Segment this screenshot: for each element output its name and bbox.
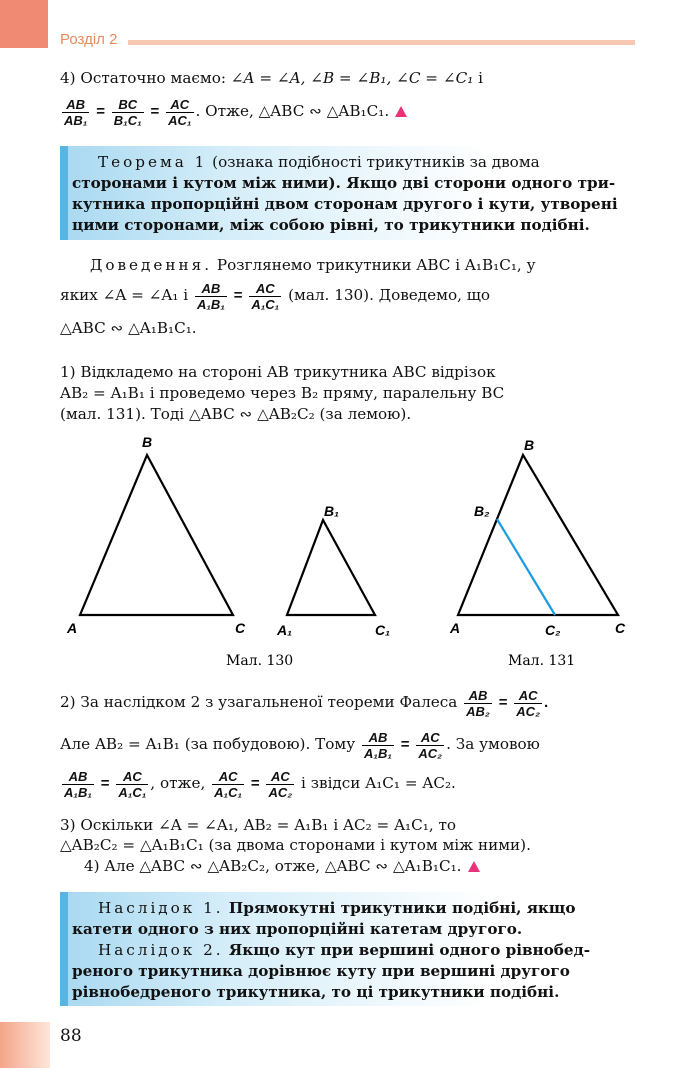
theorem-line3: кутника пропорційні двом сторонам другого і кути, утворені <box>72 195 618 213</box>
header-rule <box>128 40 635 45</box>
label-a1: A₁ <box>277 622 293 638</box>
triangle-a1b1c1 <box>287 520 375 615</box>
fraction: $\frac{AC}{\text{A₁C₁}}$ <box>118 768 147 800</box>
fraction: $\frac{AC}{\text{AC₂}}$ <box>268 768 293 800</box>
triangle-abc <box>80 455 233 615</box>
figures-canvas <box>0 430 700 675</box>
step2-line2: Але AB₂ = A₁B₁ (за побудовою). Тому $\frac{AB}{\text{A₁B₁}}$ = $\frac{AC}{\text{AC₂}}$ . За умовою <box>60 729 540 761</box>
triangle-abc-131 <box>458 455 618 615</box>
fraction: $\frac{AC}{\text{AC₂}}$ <box>418 729 443 761</box>
label-c: C <box>235 620 246 636</box>
label-c-131: C <box>615 620 626 636</box>
theorem-line1: Теорема 1 (ознака подібності трикутників за двома <box>98 153 540 171</box>
footer-color-block <box>0 1022 50 1068</box>
end-of-proof-triangle-icon <box>468 861 480 872</box>
label-a: A <box>67 620 78 636</box>
step4b-line: 4) Але △ABC ∾ △AB₂C₂, отже, △ABC ∾ △A₁B₁C₁. <box>60 856 635 876</box>
label-b2: B₂ <box>474 503 490 519</box>
proof-label: Доведення. <box>90 256 213 274</box>
fraction: $\frac{BC}{\text{B₁C₁}}$ <box>113 96 142 128</box>
corollary1-label: Наслідок 1. <box>98 899 224 917</box>
proof-line1: Доведення. Розглянемо трикутники ABC і A₁B₁C₁, у <box>90 256 536 274</box>
step1-line3: (мал. 131). Тоді △ABC ∾ △AB₂C₂ (за лемою). <box>60 405 412 423</box>
theorem-label: Теорема 1 <box>98 153 208 171</box>
corollary2-line3: рівнобедреного трикутника, то ці трикутники подібні. <box>72 983 560 1001</box>
end-of-proof-triangle-icon <box>395 106 407 117</box>
caption-fig131: Мал. 131 <box>508 653 576 669</box>
parallel-segment-b2c2 <box>497 519 555 615</box>
corollary2-line1: Наслідок 2. Якщо кут при вершині одного рівнобед- <box>98 941 591 959</box>
step1-line1: 1) Відкладемо на стороні AB трикутника ABC відрізок <box>60 363 496 381</box>
header-color-block <box>0 0 48 48</box>
fraction: $\frac{AB}{\text{A₁B₁}}$ <box>363 729 392 761</box>
step4-line2: $\frac{AB}{\text{AB₁}}$ = $\frac{BC}{\text{B₁C₁}}$ = $\frac{AC}{\text{AC₁}}$ . Отже, △ABC ∾ △AB₁C₁. <box>60 94 635 129</box>
step2-line1: 2) За наслідком 2 з узагальненої теореми Фалеса $\frac{AB}{\text{AB₂}}$ = $\frac{AC}{\text{AC₂}}$ . <box>60 687 549 719</box>
page-number: 88 <box>60 1026 82 1046</box>
proof-line3: △ABC ∾ △A₁B₁C₁. <box>60 319 197 337</box>
step3-line1: 3) Оскільки ∠A = ∠A₁, AB₂ = A₁B₁ і AC₂ = A₁C₁, то <box>60 816 457 834</box>
fraction: $\frac{AC}{\text{A₁C₁}}$ <box>214 768 243 800</box>
theorem-line2: сторонами і кутом між ними). Якщо дві сторони одного три- <box>72 174 616 192</box>
label-c1: C₁ <box>375 622 391 638</box>
label-a-131: A <box>450 620 461 636</box>
fraction: $\frac{AB}{\text{A₁B₁}}$ <box>196 280 225 312</box>
corollary2-line2: реного трикутника дорівнює куту при вершині другого <box>72 962 570 980</box>
proof-line2: яких ∠A = ∠A₁ і $\frac{AB}{\text{A₁B₁}}$ = $\frac{AC}{\text{A₁C₁}}$ (мал. 130). Доведемо, що <box>60 280 491 312</box>
step4-line1: 4) Остаточно маємо: ∠A = ∠A, ∠B = ∠B₁, ∠C = ∠C₁ і <box>60 69 483 87</box>
corollary1-line2: катети одного з них пропорційні катетам другого. <box>72 920 523 938</box>
corollary2-label: Наслідок 2. <box>98 941 224 959</box>
label-b: B <box>142 434 153 450</box>
caption-fig130: Мал. 130 <box>226 653 294 669</box>
theorem-box-accent <box>60 146 68 240</box>
corollary1-line1: Наслідок 1. Прямокутні трикутники подібні, якщо <box>98 899 576 917</box>
fraction: $\frac{AB}{\text{AB₁}}$ <box>64 96 88 128</box>
label-c2: C₂ <box>545 622 561 638</box>
fraction: $\frac{AB}{\text{AB₂}}$ <box>466 687 490 719</box>
step1-line2: AB₂ = A₁B₁ і проведемо через B₂ пряму, паралельну BC <box>60 384 505 402</box>
fraction: $\frac{AC}{\text{AC₂}}$ <box>516 687 541 719</box>
section-title: Розділ 2 <box>60 31 118 48</box>
label-b-131: B <box>524 437 535 453</box>
fraction: $\frac{AB}{\text{A₁B₁}}$ <box>64 768 92 800</box>
fraction: $\frac{AC}{\text{A₁C₁}}$ <box>251 280 280 312</box>
step3-line2: △AB₂C₂ = △A₁B₁C₁ (за двома сторонами і кутом між ними). <box>60 836 531 854</box>
fraction: $\frac{AC}{\text{AC₁}}$ <box>168 96 192 128</box>
step2-line3: $\frac{AB}{\text{A₁B₁}}$ = $\frac{AC}{\text{A₁C₁}}$ , отже, $\frac{AC}{\text{A₁C₁}}$ = $\frac{AC}{\text{AC₂}}$ і звідси A₁C₁ = AC₂. <box>64 768 456 800</box>
label-b1: B₁ <box>324 503 340 519</box>
theorem-line4: цими сторонами, між собою рівні, то трикутники подібні. <box>72 216 590 234</box>
corollaries-box-accent <box>60 892 68 1006</box>
